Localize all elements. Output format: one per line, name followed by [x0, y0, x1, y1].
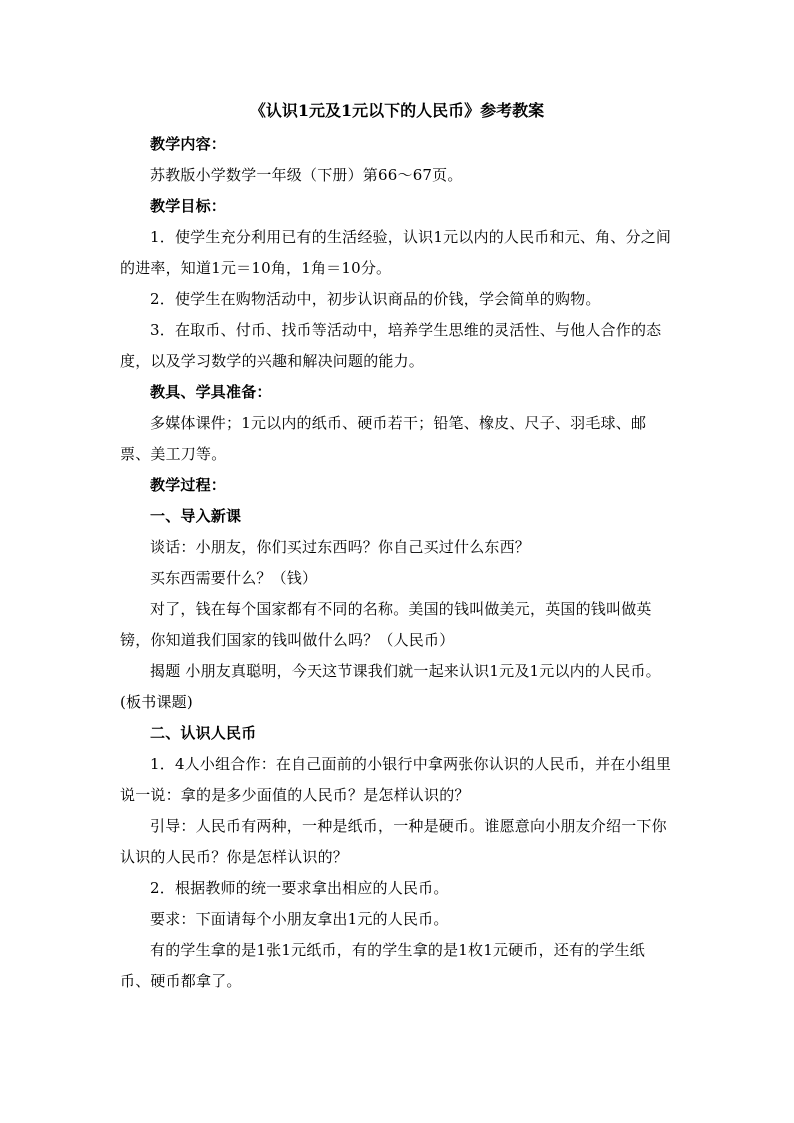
paragraph-part1-3: 对了，钱在每个国家都有不同的名称。美国的钱叫做美元，英国的钱叫做英镑，你知道我们国家的钱叫做什么吗？（人民币）	[120, 600, 652, 649]
section-heading-process: 教学过程：	[150, 476, 227, 494]
paragraph-part1-4: 揭题 小朋友真聪明，今天这节课我们就一起来认识1元及1元以内的人民币。(板书课题)	[120, 662, 661, 711]
paragraph-part2-2: 引导：人民币有两种，一种是纸币，一种是硬币。谁愿意向小朋友介绍一下你认识的人民币？你是怎样认识的？	[120, 817, 667, 866]
paragraph-part1-1: 谈话：小朋友，你们买过东西吗？你自己买过什么东西？	[150, 538, 531, 556]
subsection-heading-part2: 二、认识人民币	[150, 724, 257, 742]
document-body	[120, 97, 674, 997]
document-title: 《认识1元及1元以下的人民币》参考教案	[249, 101, 545, 120]
subsection-heading-part1: 一、导入新课	[150, 507, 242, 525]
paragraph-goal-1: 1．使学生充分利用已有的生活经验，认识1元以内的人民币和元、角、分之间的进率，知道1元＝10角，1角＝10分。	[120, 228, 672, 277]
section-heading-tools: 教具、学具准备：	[150, 383, 272, 401]
paragraph-content: 苏教版小学数学一年级（下册）第66～67页。	[150, 166, 463, 184]
paragraph-part2-5: 有的学生拿的是1张1元纸币，有的学生拿的是1枚1元硬币，还有的学生纸币、硬币都拿了。	[120, 941, 645, 990]
paragraph-goal-2: 2．使学生在购物活动中，初步认识商品的价钱，学会简单的购物。	[150, 290, 601, 308]
paragraph-part1-2: 买东西需要什么？（钱）	[150, 569, 318, 587]
paragraph-part2-1: 1．4人小组合作：在自己面前的小银行中拿两张你认识的人民币，并在小组里说一说：拿的是多少面值的人民币？是怎样认识的？	[120, 755, 672, 804]
section-heading-content: 教学内容：	[150, 135, 227, 153]
section-heading-goals: 教学目标：	[150, 197, 227, 215]
paragraph-part2-3: 2．根据教师的统一要求拿出相应的人民币。	[150, 879, 449, 897]
paragraph-part2-4: 要求：下面请每个小朋友拿出1元的人民币。	[150, 910, 449, 928]
paragraph-goal-3: 3．在取币、付币、找币等活动中，培养学生思维的灵活性、与他人合作的态度，以及学习数学的兴趣和解决问题的能力。	[120, 321, 662, 370]
paragraph-tools: 多媒体课件；1元以内的纸币、硬币若干；铅笔、橡皮、尺子、羽毛球、邮票、美工刀等。	[120, 414, 647, 463]
